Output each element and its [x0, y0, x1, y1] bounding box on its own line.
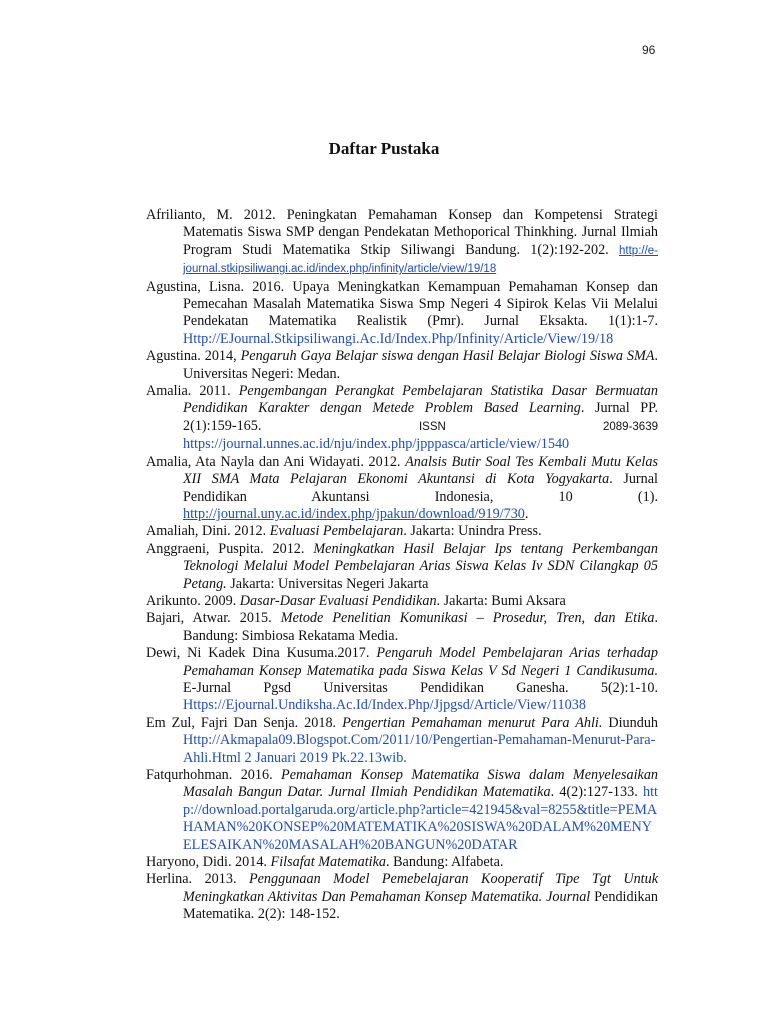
reference-publisher: . Jakarta: Unindra Press. — [403, 523, 542, 540]
reference-end: . — [524, 505, 529, 522]
reference-link[interactable]: http://journal.uny.ac.id/index.php/jpakun/download/919/730 — [183, 505, 525, 522]
reference-link[interactable]: https://journal.unnes.ac.id/nju/index.php/jpppasca/article/view/1540 — [183, 436, 570, 453]
reference-item — [146, 348, 658, 383]
reference-item — [146, 207, 658, 279]
reference-text: Amalia, Ata Nayla dan Ani Widayati. 2012. — [146, 453, 406, 470]
reference-publisher: . Bandung: Alfabeta. — [386, 854, 504, 871]
reference-text: Herlina. 2013. — [146, 871, 249, 888]
reference-title: Metode Penelitian Komunikasi – Prosedur, Tren, dan Etika — [280, 610, 655, 627]
reference-text: Anggraeni, Puspita. 2012. — [146, 540, 314, 557]
reference-title: Pengertian Pemahaman menurut Para Ahli. — [342, 714, 603, 731]
reference-publisher: . 4(2):127-133. — [550, 784, 644, 801]
reference-item — [146, 767, 658, 854]
reference-title: Pengaruh Model Pembelajaran Arias terhadap Pemahaman Konsep Matematika pada Siswa Kelas V Sd Negeri 1 Candikusuma. — [183, 645, 658, 679]
reference-item — [146, 383, 658, 454]
reference-item — [146, 593, 658, 610]
reference-publisher: . Jurnal PP. 2(1):159-165. — [183, 400, 658, 434]
page-title: Daftar Pustaka — [328, 139, 440, 158]
reference-title: Pemahaman Konsep Matematika Siswa dalam Menyelesaikan Masalah Bangun Datar. Jurnal Ilmiah Pendidikan Matematika — [183, 767, 659, 801]
reference-text: Haryono, Didi. 2014. — [146, 854, 271, 871]
reference-text: Fatqurhohman. 2016. — [146, 767, 282, 783]
reference-item — [146, 715, 658, 767]
reference-link[interactable]: http://download.portalgaruda.org/article.php?article=421945&val=8255&title=PEMAHAMAN%20KONSEP%20MATEMATIKA%20SISWA%20DALAM%20MENYELESAIKAN%20MASALAH%20BANGUN%20DATAR — [183, 784, 658, 853]
reference-publisher: Jakarta: Universitas Negeri Jakarta — [226, 575, 429, 592]
reference-title: Analsis Butir Soal Tes Kembali Mutu Kelas XII SMA Mata Pelajaran Ekonomi Akuntansi di Kota Yogyakarta — [183, 453, 658, 488]
issn-label: ISSN — [418, 420, 446, 433]
reference-publisher: . Jurnal Pendidikan Akuntansi Indonesia, 10 (1). — [183, 471, 658, 505]
reference-link[interactable]: Http://EJournal.Stkipsiliwangi.Ac.Id/Index.Php/Infinity/Article/View/19/18 — [183, 330, 614, 347]
reference-publisher: . Bandung: Simbiosa Rekatama Media. — [183, 610, 658, 644]
reference-publisher: . Jakarta: Bumi Aksara — [436, 592, 566, 609]
reference-text: Arikunto. 2009. — [146, 592, 240, 609]
reference-item — [146, 610, 658, 645]
reference-text: Agustina. 2014, — [146, 348, 241, 365]
reference-title: Dasar-Dasar Evaluasi Pendidikan — [239, 592, 437, 609]
reference-item — [146, 541, 658, 593]
reference-link[interactable]: Http://Akmapala09.Blogspot.Com/2011/10/Pengertian-Pemahaman-Menurut-Para-Ahli.Html 2 Januari 2019 Pk.22.13wib. — [183, 732, 656, 766]
reference-item — [146, 871, 658, 923]
page-number: 96 — [642, 43, 656, 57]
reference-item — [146, 454, 658, 524]
reference-item — [146, 279, 658, 349]
reference-text: Afrilianto, M. 2012. Peningkatan Pemahaman Konsep dan Kompetensi Strategi Matematis Siswa SMP dengan Pendekatan Methoporical Thinkhing. Jurnal Ilmiah Program Studi Matematika Stkip Siliwangi Bandung. 1(2):192-202. — [146, 207, 658, 258]
reference-item — [146, 854, 658, 871]
reference-text: Agustina, Lisna. 2016. Upaya Meningkatkan Kemampuan Pemahaman Konsep dan Pemecahan Masalah Matematika Siswa Smp Negeri 4 Sipirok Kelas Vii Melalui Pendekatan Matematika Realistik (Pmr). Jurnal Eksakta. 1(1):1-7. — [146, 278, 658, 330]
reference-text: Bajari, Atwar. 2015. — [146, 610, 281, 627]
reference-title: Pengaruh Gaya Belajar siswa dengan Hasil Belajar Biologi Siswa SMA — [240, 348, 655, 365]
reference-link[interactable]: http://e-journal.stkipsiliwangi.ac.id/index.php/infinity/article/view/19/18 — [183, 244, 659, 276]
reference-publisher: Pendidikan Matematika. 2(2): 148-152. — [183, 888, 658, 923]
reference-text: Dewi, Ni Kadek Dina Kusuma.2017. — [146, 645, 377, 662]
reference-text: Amaliah, Dini. 2012. — [146, 523, 270, 540]
reference-title: Filsafat Matematika — [270, 854, 386, 871]
reference-publisher: E-Jurnal Pgsd Universitas Pendidikan Ganesha. 5(2):1-10. — [183, 679, 658, 696]
reference-text: Em Zul, Fajri Dan Senja. 2018. — [146, 714, 343, 731]
reference-publisher: Diunduh — [602, 714, 659, 731]
reference-title: Pengembangan Perangkat Pembelajaran Statistika Dasar Bermuatan Pendidikan Karakter dengan Metede Problem Based Learning — [183, 383, 658, 417]
reference-item — [146, 523, 658, 540]
issn-number: 2089-3639 — [445, 420, 658, 433]
reference-item — [146, 645, 658, 715]
reference-title: Meningkatkan Hasil Belajar Ips tentang Perkembangan Teknologi Melalui Model Pembelajaran Arias Siswa Kelas Iv SDN Cilangkap 05 Petang. — [183, 540, 658, 592]
reference-title: Evaluasi Pembelajaran — [269, 523, 404, 540]
reference-text: Amalia. 2011. — [146, 383, 239, 400]
reference-link[interactable]: Https://Ejournal.Undiksha.Ac.Id/Index.Php/Jjpgsd/Article/View/11038 — [183, 697, 586, 714]
reference-title: Penggunaan Model Pemebelajaran Kooperatif Tipe Tgt Untuk Meningkatkan Aktivitas Dan Pemahaman Konsep Matematika. Journal — [183, 871, 658, 905]
reference-list — [146, 207, 658, 924]
reference-publisher: . Universitas Negeri: Medan. — [183, 348, 659, 382]
